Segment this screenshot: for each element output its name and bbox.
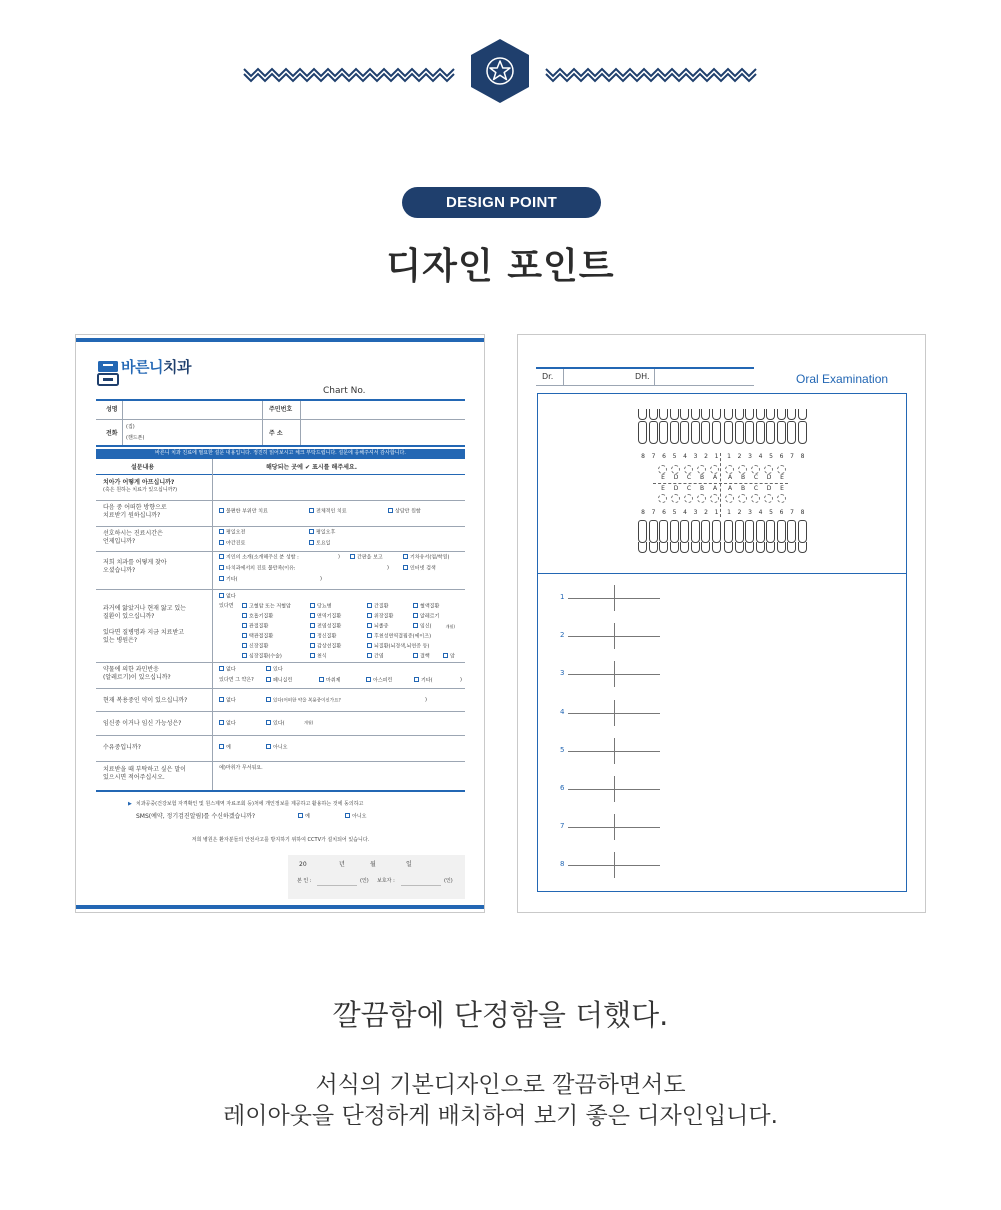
deciduous-upper-label: E — [661, 474, 665, 481]
q3-opt-2[interactable]: 평일오후 — [316, 529, 336, 536]
deciduous-upper-label: A — [727, 474, 733, 481]
q5-opt-22[interactable]: 결핵 — [420, 653, 430, 660]
lower-tooth-number: 4 — [683, 509, 687, 516]
upper-tooth-number: 8 — [641, 453, 645, 460]
q4-opt-6-close: ) — [320, 576, 322, 582]
deciduous-lower-label: D — [673, 485, 679, 492]
design-point-badge: DESIGN POINT — [402, 187, 601, 218]
top-border — [76, 338, 484, 342]
upper-tooth-number: 7 — [651, 453, 656, 460]
q3-text: 선호하시는 진료시간은 — [103, 530, 163, 537]
q5-text-3: 있다면 질병명과 지금 치료받고 — [103, 629, 185, 636]
q6-opt-5[interactable]: 마취제 — [326, 677, 341, 684]
q3-opt-4[interactable]: 토요일 — [316, 540, 331, 547]
upper-tooth-number: 5 — [672, 453, 677, 460]
signature-box — [288, 855, 465, 899]
clinic-name-blue: 바른니 — [121, 358, 163, 376]
deciduous-upper-label: D — [673, 474, 679, 481]
exam-row-number: 4 — [560, 707, 565, 716]
upper-tooth-number: 2 — [704, 453, 708, 460]
q5-none[interactable]: 없다 — [226, 593, 236, 600]
exam-row-vline — [614, 623, 615, 649]
q5-opt-23[interactable]: 암 — [450, 653, 455, 660]
deciduous-upper-label: B — [699, 474, 705, 481]
upper-tooth-number: 1 — [727, 453, 731, 460]
exam-row-number: 1 — [560, 593, 565, 601]
deciduous-upper-label: C — [753, 474, 759, 481]
lower-tooth-number: 8 — [641, 509, 645, 516]
cctv-notice: 저희 병원은 환자분들의 안전사고를 방지하기 위하여 CCTV가 설치되어 있습니다. — [191, 837, 370, 843]
date-day-label: 일 — [406, 861, 412, 868]
caption-headline: 깔끔함에 단정함을 더했다. — [332, 998, 669, 1032]
lower-tooth-number: 1 — [714, 509, 719, 516]
q8-text: 임신중 이거나 임신 가능성은? — [103, 720, 182, 727]
deciduous-lower-label: E — [780, 485, 784, 492]
q10-text: 치료받을 때 부탁하고 싶은 말이 — [103, 766, 186, 773]
page-title: 디자인 포인트 — [386, 246, 615, 287]
upper-tooth-number: 3 — [748, 453, 752, 460]
q4-opt-6[interactable]: 기타( — [226, 576, 238, 583]
q2-text-2: 치료받기 원하십니까? — [103, 512, 161, 519]
sign-guardian-mark: (인) — [444, 878, 453, 884]
upper-tooth-number: 3 — [693, 453, 698, 460]
lower-tooth-number: 4 — [758, 509, 763, 516]
resident-no-label: 주민번호 — [269, 406, 293, 413]
q5-opt-12[interactable]: 임신( — [420, 623, 432, 630]
exam-row-number: 5 — [560, 745, 565, 754]
deciduous-lower-label: A — [712, 485, 718, 492]
q5-opt-13[interactable]: 택관절질환 — [249, 633, 274, 640]
deciduous-lower-label: E — [661, 485, 665, 492]
caption-body — [0, 1070, 1001, 1132]
q5-opt-2[interactable]: 당뇨병 — [317, 603, 332, 610]
clinic-name-rest: 치과 — [162, 358, 191, 376]
deciduous-lower-label: D — [766, 485, 772, 492]
deciduous-lower-label: B — [699, 485, 705, 492]
address-label: 주 소 — [269, 430, 283, 437]
caption-body-line-2: 레이아웃을 단정하게 배치하여 보기 좋은 디자인입니다. — [223, 1103, 778, 1129]
date-month-label: 월 — [370, 861, 376, 868]
q5-opt-11[interactable]: 뇌졸중 — [374, 623, 389, 630]
deciduous-lower-label: C — [686, 485, 692, 492]
date-year-prefix: 20 — [299, 861, 307, 868]
dr-label: Dr. — [542, 372, 554, 381]
date-year-label: 년 — [339, 861, 345, 868]
consent-yes[interactable]: 예 — [305, 813, 310, 820]
deciduous-upper-label: A — [712, 474, 718, 481]
oral-exam-title: Oral Examination — [796, 372, 889, 386]
q6-opt-3: 있다면 그 약은? — [219, 677, 254, 683]
q1-text: 치아가 어떻게 아프십니까? — [103, 479, 175, 486]
q5-text-4: 있는 병원은? — [103, 637, 138, 644]
upper-tooth-number: 6 — [779, 453, 784, 460]
exam-row-number: 2 — [560, 631, 565, 640]
sign-patient-label: 본 인 : — [297, 878, 312, 884]
q6-text: 약물에 의한 과민반응 — [103, 666, 159, 673]
exam-row-vline — [614, 585, 615, 611]
lower-tooth-number: 2 — [704, 509, 708, 516]
deciduous-lower-label: A — [727, 485, 733, 492]
q3-opt-3[interactable]: 야간진료 — [226, 540, 246, 547]
q7-opt-2-close: ) — [425, 697, 427, 703]
q7-opt-2[interactable]: 있다(어떠한 약을 복용중이신가요? — [273, 698, 341, 704]
q5-opt-4[interactable]: 혈액질환 — [420, 603, 440, 610]
q5-opt-12-unit: 개월) — [445, 623, 455, 629]
q5-opt-1[interactable]: 고혈압 또는 저혈압 — [249, 603, 291, 610]
upper-tooth-number: 5 — [769, 453, 773, 460]
sign-patient-mark: (인) — [360, 878, 369, 884]
q7-opt-1[interactable]: 없다 — [226, 697, 236, 704]
q6-opt-6[interactable]: 아스피린 — [373, 677, 393, 684]
lower-tooth-number: 7 — [790, 509, 794, 516]
dh-label: DH. — [635, 372, 650, 381]
upper-tooth-number: 2 — [737, 453, 742, 460]
header-ornament — [240, 36, 762, 108]
col-answer-header: 해당되는 곳에 ✔ 표시를 해주세요. — [266, 464, 358, 471]
q5-if-yes: 있다면 — [219, 603, 234, 609]
q5-opt-18[interactable]: 뇌질환(뇌경색,뇌연증 등) — [374, 643, 430, 650]
exam-row-number: 8 — [560, 860, 565, 869]
patient-chart-form: 바른니치과 Chart No. 성명 주민번호 전화 (집) (핸드폰) 주 소 바른니 치과 진료에 필요한 설문 내용입니다. 정진히 읽어보시고 체크 부탁드립니다. 설문에 응해주셔서 감사합니다. 설문내용 해당되는 곳에 ✔ 표시를 해주세요. 치아가 어떻게 아프십니까? (혹은 원하는 치료가 있으십니까?) 다음 중 어떠한 방향으로 치료받기 원하십니까? 불편한 부위만 치료 전체적인 치료 상담만 원함 선호하시는 진료시간은 언제입니까? 평일오전 평일오후 야간진료 토요일 저희 치과를 어떻게 찾아 오셨습니까? 지인의 소개(소개해주신 분 성함 : ) 간판을 보고 기차유서(업/학원) 타치과에서의 진료 불만족(이유: ) 인터넷 검색 기타( ) 과거에 앓았거나 현재 앓고 있는 질환이 있으십니까? 있다면 질병명과 지금 치료받고 있는 병원은? 없다 있다면 고혈압 또는 저혈압 당뇨병 간질환 혈액질환 호흡기질환 면역기질환 위장질환 알레르기 관절질환 전염성질환 뇌졸중 임신( 개월) 택관절질환 정신질환 후천성면역결핍증(에이즈) 신장질환 갑상선질환 뇌질환(뇌경색,뇌연증 등) 심장질환(수술) 천식 간염 결핵 암 약물에 의한 과민반응 (알레르기)이 있으십니까? 없다 있다 있다면 그 약은? 페니실린 마취제 아스피린 기타( ) 현재 복용중인 약이 있으십니까? 없다 있다(어떠한 약을 복용중이신가요? ) 임신중 이거나 임신 가능성은? 없다 있다( 개월) 수유중입니까? 예 아니오 치료받을 때 부탁하고 싶은 말이 있으시면 적어주십시오. 예)마취가 무서워요. ▶ 치과공중(건강보험 자격확인 및 원스제역 자료조회 등)처에 개인정보를 제공하고 활용하는 것에 동의하고 SMS(예약, 정기검진알림)를 수신하겠습니까? 예 아니오 저희 병원은 환자분들의 안전사고를 방지하기 위하여 CCTV가 설치되어 있습니다. 20 년 월 일 본 인 : (인) 보호자 : (인) — [75, 334, 485, 913]
bottom-border — [76, 905, 484, 909]
deciduous-lower-label: C — [753, 485, 759, 492]
q5-opt-10[interactable]: 전염성질환 — [317, 623, 342, 630]
lower-tooth-number: 6 — [662, 509, 666, 516]
upper-tooth-number: 8 — [800, 453, 805, 460]
q10-example: 예)마취가 무서워요. — [219, 765, 263, 771]
lower-tooth-number: 6 — [779, 509, 784, 516]
q5-text: 과거에 앓았거나 현재 앓고 있는 — [103, 605, 186, 612]
zigzag-right — [546, 69, 756, 81]
exam-row-number: 3 — [560, 669, 565, 678]
q2-opt-3[interactable]: 상담만 원함 — [395, 508, 421, 515]
q9-text: 수유중입니까? — [103, 744, 141, 751]
q5-opt-9[interactable]: 관절질환 — [249, 623, 269, 630]
exam-row-vline — [614, 661, 615, 687]
q4-opt-1[interactable]: 지인의 소개(소개해주신 분 성함 : — [226, 554, 299, 561]
upper-tooth-number: 6 — [662, 453, 666, 460]
q4-opt-5[interactable]: 인터넷 검색 — [410, 565, 436, 572]
q5-opt-7[interactable]: 위장질환 — [374, 613, 394, 620]
q4-opt-2[interactable]: 간판을 보고 — [357, 554, 383, 561]
q7-text: 현재 복용중인 약이 있으십니까? — [103, 697, 188, 704]
q8-opt-1[interactable]: 없다 — [226, 720, 236, 727]
q4-opt-4[interactable]: 타치과에서의 진료 불만족(이유: — [226, 565, 296, 572]
sign-guardian-label: 보호자 : — [377, 878, 395, 884]
consent-text-1: 치과공중(건강보험 자격확인 및 원스제역 자료조회 등)처에 개인정보를 제공하고 활용하는 것에 동의하고 — [135, 801, 364, 807]
exam-row-vline — [614, 738, 615, 764]
lower-tooth-number: 3 — [693, 509, 698, 516]
q2-opt-2[interactable]: 전체적인 치료 — [316, 508, 347, 515]
q5-opt-15[interactable]: 후천성면역결핍증(에이즈) — [374, 633, 432, 640]
caption-body-line-1: 서식의 기본디자인으로 깔끔하면서도 — [315, 1072, 686, 1098]
lower-tooth-number: 3 — [748, 509, 752, 516]
star-hexagon-icon — [471, 39, 529, 103]
q5-opt-16[interactable]: 신장질환 — [249, 643, 269, 650]
col-question-header: 설문내용 — [131, 464, 155, 471]
q5-opt-3[interactable]: 간질환 — [374, 603, 389, 610]
upper-tooth-number: 4 — [683, 453, 687, 460]
deciduous-lower-label: B — [740, 485, 746, 492]
exam-row-vline — [614, 852, 615, 878]
q3-opt-1[interactable]: 평일오전 — [226, 529, 246, 536]
q5-opt-19[interactable]: 심장질환(수술) — [249, 653, 282, 660]
deciduous-upper-label: C — [686, 474, 692, 481]
q6-opt-7-close: ) — [460, 677, 462, 683]
lower-tooth-number: 5 — [769, 509, 773, 516]
q8-opt-2[interactable]: 있다( — [273, 720, 285, 727]
q5-opt-5[interactable]: 호흡기질환 — [249, 613, 274, 620]
q5-text-2: 질환이 있으십니까? — [103, 613, 155, 620]
q9-opt-2[interactable]: 아니오 — [273, 744, 288, 751]
q6-opt-7[interactable]: 기타( — [421, 677, 433, 684]
lower-tooth-number: 7 — [651, 509, 656, 516]
zigzag-left — [244, 69, 454, 81]
q10-text-2: 있으시면 적어주십시오. — [103, 774, 165, 781]
q3-text-2: 언제입니까? — [103, 538, 136, 545]
q6-opt-4[interactable]: 페니실린 — [273, 677, 293, 684]
q2-text: 다음 중 어떠한 방향으로 — [103, 504, 167, 511]
chart-no-label: Chart No. — [323, 386, 366, 396]
consent-no[interactable]: 아니오 — [352, 813, 367, 820]
q1-sub: (혹은 원하는 치료가 있으십니까?) — [103, 487, 178, 493]
deciduous-upper-label: B — [740, 474, 746, 481]
q5-opt-14[interactable]: 정신질환 — [317, 633, 337, 640]
q4-opt-3[interactable]: 기차유서(업/학원) — [410, 554, 450, 561]
q6-opt-2[interactable]: 있다 — [273, 666, 283, 673]
lower-tooth-number: 5 — [672, 509, 677, 516]
upper-tooth-number: 7 — [790, 453, 794, 460]
oral-examination-form — [517, 334, 926, 913]
deciduous-upper-label: E — [780, 474, 784, 481]
q4-opt-4-close: ) — [387, 565, 389, 571]
q5-opt-8[interactable]: 알레르기 — [420, 613, 440, 620]
clinic-logo-icon — [97, 360, 119, 386]
upper-tooth-number: 1 — [714, 453, 719, 460]
exam-row-vline — [614, 776, 615, 802]
notice-text: 바른니 치과 진료에 필요한 설문 내용입니다. 정진히 읽어보시고 체크 부탁드립니다. 설문에 응해주셔서 감사합니다. — [155, 450, 406, 456]
q5-opt-21[interactable]: 간염 — [374, 653, 384, 660]
lower-tooth-number: 8 — [800, 509, 805, 516]
deciduous-upper-label: D — [766, 474, 772, 481]
q2-opt-1[interactable]: 불편한 부위만 치료 — [226, 508, 268, 515]
name-label: 성명 — [106, 406, 118, 413]
exam-row-vline — [614, 700, 615, 726]
consent-text-2: SMS(예약, 정기검진알림)를 수신하겠습니까? — [136, 813, 256, 820]
exam-row-number: 6 — [560, 784, 565, 792]
lower-tooth-number: 2 — [737, 509, 742, 516]
exam-row-vline — [614, 814, 615, 840]
q4-text-2: 오셨습니까? — [103, 567, 136, 574]
phone-mobile-label: (핸드폰) — [126, 435, 145, 441]
q9-opt-1[interactable]: 예 — [226, 744, 231, 751]
q6-opt-1[interactable]: 없다 — [226, 666, 236, 673]
q5-opt-6[interactable]: 면역기질환 — [317, 613, 342, 620]
q6-text-2: (알레르기)이 있으십니까? — [103, 674, 171, 681]
phone-label: 전화 — [106, 430, 118, 437]
exam-rows — [518, 335, 926, 913]
lower-tooth-number: 1 — [727, 509, 731, 516]
q4-text: 저희 치과를 어떻게 찾아 — [103, 559, 167, 566]
upper-tooth-number: 4 — [758, 453, 763, 460]
q5-opt-20[interactable]: 천식 — [317, 653, 327, 660]
q8-opt-2-unit: 개월) — [304, 720, 314, 725]
phone-home-label: (집) — [126, 424, 135, 430]
exam-row-number: 7 — [560, 822, 565, 831]
q5-opt-17[interactable]: 갑상선질환 — [317, 643, 342, 650]
